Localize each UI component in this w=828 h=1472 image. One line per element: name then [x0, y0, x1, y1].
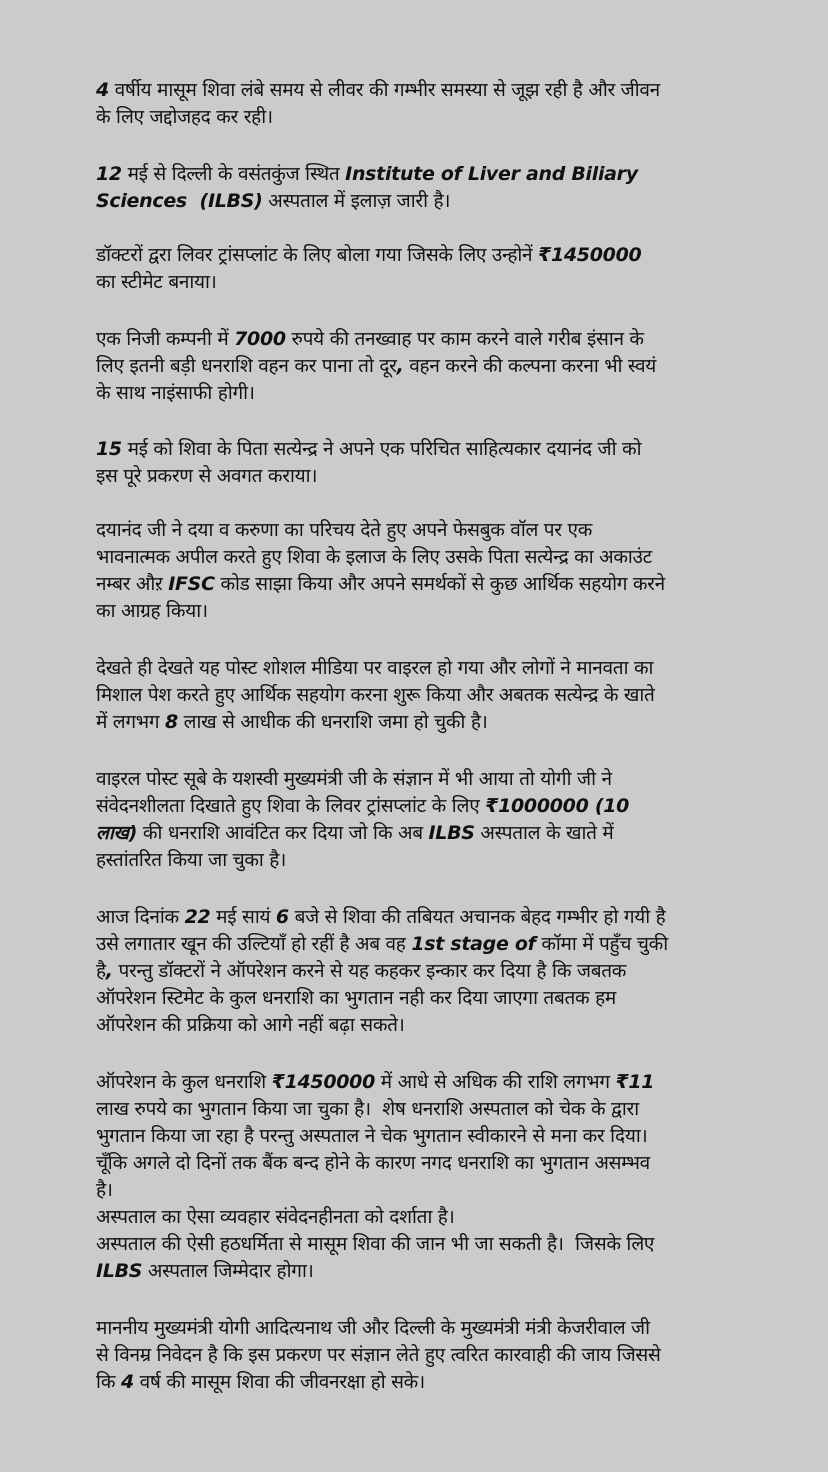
text-line	[96, 793, 718, 820]
text-line	[96, 544, 718, 571]
emphasized-text: ₹1450000	[271, 1071, 376, 1093]
text-segment: हस्तांतरित किया जा चुका है।	[96, 849, 286, 871]
text-segment: से विनम्र निवेदन है कि इस प्रकरण पर संज्ञान लेते हुए त्वरित कारवाही की जाय जिससे	[96, 1344, 661, 1366]
text-segment: अस्पताल में इलाज़ जारी है।	[262, 190, 451, 212]
text-line	[96, 161, 718, 188]
emphasized-text: ILBS	[428, 822, 475, 844]
text-segment: मई को शिवा के पिता सत्येन्द्र ने अपने एक परिचित साहित्यकार दयानंद जी को	[121, 438, 642, 460]
text-line	[96, 77, 718, 104]
text-segment: वर्ष की मासूम शिवा की जीवनरक्षा हो सके।	[133, 1371, 425, 1393]
text-segment: कि	[96, 1371, 121, 1393]
text-segment: मिशाल पेश करते हुए आर्थिक सहयोग करना शुरू किया और अबतक सत्येन्द्र के खाते	[96, 684, 655, 706]
text-segment: देखते ही देखते यह पोस्ट शोशल मीडिया पर वाइरल हो गया और लोगों ने मानवता का	[96, 657, 654, 679]
emphasized-text: लाख)	[96, 822, 138, 844]
text-segment: मई सायं	[210, 906, 276, 928]
text-segment: कॉमा में पहुँच चुकी	[535, 933, 668, 955]
text-segment: में आधे से अधिक की राशि लगभग	[375, 1071, 616, 1093]
text-line	[96, 1231, 718, 1258]
paragraph-cm-grant	[96, 766, 718, 874]
paragraph-critical-condition	[96, 904, 718, 1039]
text-line	[96, 463, 718, 490]
emphasized-text: ILBS	[96, 1260, 143, 1282]
text-line	[96, 598, 718, 625]
text-segment: मई से दिल्ली के वसंतकुंज स्थित	[121, 163, 346, 185]
text-segment: परन्तु डॉक्टरों ने ऑपरेशन करने से यह कहकर इन्कार कर दिया है कि जबतक	[112, 960, 627, 982]
text-segment: में लगभग	[96, 711, 165, 733]
text-line	[96, 1177, 718, 1204]
text-segment: आज दिनांक	[96, 906, 185, 928]
text-line	[96, 931, 718, 958]
text-segment: की धनराशि आवंटित कर दिया जो कि अब	[137, 822, 429, 844]
emphasized-text: 4	[96, 79, 109, 101]
text-line	[96, 1012, 718, 1039]
emphasized-text: 4	[120, 1371, 134, 1393]
text-line	[96, 1096, 718, 1123]
emphasized-text: Sciences (ILBS)	[96, 190, 263, 212]
text-line	[96, 709, 718, 736]
emphasized-text: 15	[96, 438, 122, 460]
text-line	[96, 571, 718, 598]
text-segment: अस्पताल के खाते में	[474, 822, 614, 844]
text-line	[96, 766, 718, 793]
text-segment: लाख से आधीक की धनराशि जमा हो चुकी है।	[177, 711, 488, 733]
text-segment: अस्पताल का ऐसा व्यवहार संवेदनहीनता को दर्शाता है।	[96, 1206, 455, 1228]
text-line	[96, 820, 718, 847]
paragraph-family-income	[96, 326, 718, 407]
text-segment: लिए इतनी बड़ी धनराशि वहन कर पाना तो दूर	[96, 355, 397, 377]
text-line	[96, 985, 718, 1012]
text-segment: चूँकि अगले दो दिनों तक बैंक बन्द होने के कारण नगद धनराशि का भुगतान असम्भव	[96, 1152, 650, 1174]
emphasized-text: 12	[96, 163, 122, 185]
text-segment: संवेदनशीलता दिखाते हुए शिवा के लिवर ट्रांसप्लांट के लिए	[96, 795, 486, 817]
emphasized-text: ₹1000000 (10	[485, 795, 630, 817]
text-segment: है।	[96, 1179, 113, 1201]
text-line	[96, 1342, 718, 1369]
text-line	[96, 326, 718, 353]
emphasized-text: 1st stage of	[411, 933, 536, 955]
text-line	[96, 655, 718, 682]
text-segment: अस्पताल जिम्मेदार होगा।	[142, 1260, 314, 1282]
emphasized-text: 22	[184, 906, 211, 928]
emphasized-text: ₹1450000	[538, 244, 642, 266]
text-segment: उसे लगातार खून की उल्टियाँ हो रहीं है अब वह	[96, 933, 412, 955]
text-segment: वाइरल पोस्ट सूबे के यशस्वी मुख्यमंत्री जी के संज्ञान में भी आया तो योगी जी ने	[96, 768, 612, 790]
paragraph-facebook-appeal	[96, 517, 718, 625]
text-line	[96, 1123, 718, 1150]
emphasized-text: Institute of Liver and Biliary	[345, 163, 638, 185]
text-line	[96, 517, 718, 544]
text-segment: रुपये की तनख्वाह पर काम करने वाले गरीब इंसान के	[285, 328, 644, 350]
emphasized-text: ₹11	[615, 1071, 655, 1093]
text-line	[96, 1258, 718, 1285]
paragraph-appeal-to-chief-ministers	[96, 1315, 718, 1396]
text-segment: के लिए जद्दोजहद कर रही।	[96, 106, 273, 128]
text-line	[96, 1369, 718, 1396]
paragraph-father-contact	[96, 436, 718, 490]
paragraph-viral-support	[96, 655, 718, 736]
text-line	[96, 436, 718, 463]
text-segment: कोड साझा किया और अपने समर्थकों से कुछ आर्थिक सहयोग करने	[214, 573, 665, 595]
text-segment: बजे से शिवा की तबियत अचानक बेहद गम्भीर हो गयी है	[288, 906, 666, 928]
text-segment: भावनात्मक अपील करते हुए शिवा के इलाज के लिए उसके पिता सत्येन्द्र का अकाउंट	[96, 546, 652, 568]
text-segment: का स्टीमेट बनाया।	[96, 271, 217, 293]
text-line	[96, 1069, 718, 1096]
emphasized-text: ,	[105, 960, 113, 982]
paragraph-hospital-treatment	[96, 161, 718, 215]
emphasized-text: 6	[275, 906, 289, 928]
text-segment: अस्पताल की ऐसी हठधर्मिता से मासूम शिवा की जान भी जा सकती है। जिसके लिए	[96, 1233, 655, 1255]
text-line	[96, 242, 718, 269]
text-line	[96, 104, 718, 131]
text-segment: भुगतान किया जा रहा है परन्तु अस्पताल ने चेक भुगतान स्वीकारने से मना कर दिया।	[96, 1125, 648, 1147]
text-line	[96, 682, 718, 709]
text-line	[96, 958, 718, 985]
text-segment: लाख रुपये का भुगतान किया जा चुका है। शेष धनराशि अस्पताल को चेक के द्वारा	[96, 1098, 639, 1120]
text-segment: एक निजी कम्पनी में	[96, 328, 235, 350]
emphasized-text: 7000	[234, 328, 286, 350]
text-line	[96, 269, 718, 296]
text-segment: डॉक्टरों द्वरा लिवर ट्रांसप्लांट के लिए बोला गया जिसके लिए उन्होनें	[96, 244, 539, 266]
text-segment: नम्बर औऱ	[96, 573, 169, 595]
text-segment: का आग्रह किया।	[96, 600, 208, 622]
text-line	[96, 380, 718, 407]
text-segment: ऑपरेशन के कुल धनराशि	[96, 1071, 272, 1093]
text-line	[96, 1315, 718, 1342]
text-line	[96, 847, 718, 874]
paragraph-patient-intro	[96, 77, 718, 131]
text-line	[96, 353, 718, 380]
text-segment: ऑपरेशन स्टिमेट के कुल धनराशि का भुगतान नही कर दिया जाएगा तबतक हम	[96, 987, 616, 1009]
text-segment: इस पूरे प्रकरण से अवगत कराया।	[96, 465, 318, 487]
text-segment: वर्षीय मासूम शिवा लंबे समय से लीवर की गम्भीर समस्या से जूझ रही है और जीवन	[108, 79, 660, 101]
emphasized-text: 8	[164, 711, 178, 733]
text-line	[96, 904, 718, 931]
paragraph-payment-status	[96, 1069, 718, 1285]
text-segment: वहन करने की कल्पना करना भी स्वयं	[403, 355, 657, 377]
paragraph-transplant-estimate	[96, 242, 718, 296]
text-segment: माननीय मुख्यमंत्री योगी आदित्यनाथ जी और दिल्ली के मुख्यमंत्री मंत्री केजरीवाल जी	[96, 1317, 650, 1339]
text-segment: है	[96, 960, 106, 982]
text-line	[96, 188, 718, 215]
text-segment: ऑपरेशन की प्रक्रिया को आगे नहीं बढ़ा सकते।	[96, 1014, 405, 1036]
text-line	[96, 1150, 718, 1177]
emphasized-text: IFSC	[168, 573, 215, 595]
emphasized-text: ,	[396, 355, 404, 377]
text-line	[96, 1204, 718, 1231]
text-segment: दयानंद जी ने दया व करुणा का परिचय देते हुए अपने फेसबुक वॉल पर एक	[96, 519, 593, 541]
text-segment: के साथ नाइंसाफी होगी।	[96, 382, 255, 404]
